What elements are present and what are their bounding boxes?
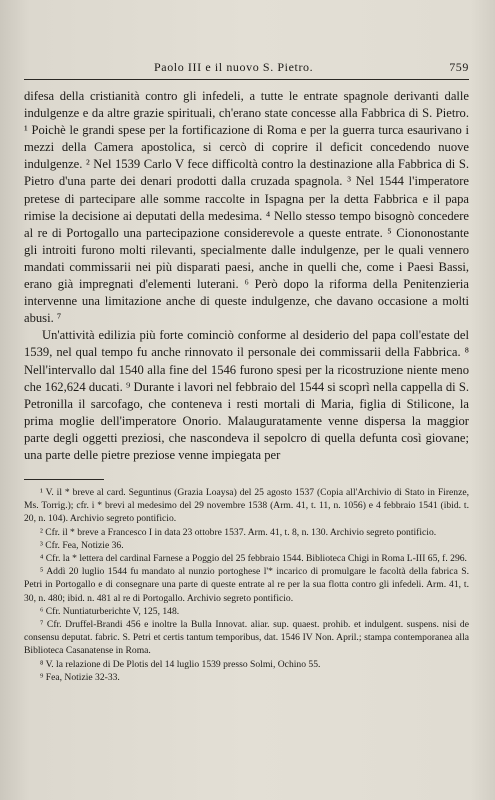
paragraph-1: difesa della cristianità contro gli infedeli, a tutte le entrate spagnole derivanti dalle indulgenze e da altre grazie spirituali, ch'erano state concesse alla Fabbrica di S. Pietro. ¹ Poichè le grandi spese per la fortificazione di Roma e per la guerra turca esaurivano i mezzi della Camera apostolica, si cercò di coprire il deficit concedendo nuove indulgenze. ² Nel 1539 Carlo V fece difficoltà contro la destinazione alla Fabbrica di S. Pietro d'una parte dei denari prodotti dalla cruzada spagnola. ³ Nel 1544 l'imperatore pretese di partecipare alle somme raccolte in Ispagna per la detta Fabbrica e il papa rimise la decisione ai deputati della medesima. ⁴ Nello stesso tempo bisognò concedere al re di Portogallo una partecipazione considerevole a queste entrate. ⁵ Ciononostante gli introiti furono molti rilevanti, specialmente dalle indulgenze, per le quali vennero mandati commissarii nei più disparati paesi, anche in quelli che, come i Paesi Bassi, erano già impregnati d'elementi luterani. ⁶ Però dopo la riforma della Penitenzieria intervenne una limitazione anche di queste indulgenze, che davano occasione a molti abusi. ⁷ (24, 89, 469, 326)
footnote-9: ⁹ Fea, Notizie 32-33. (40, 671, 120, 683)
footnote-4: ⁴ Cfr. la * lettera del cardinal Farnese a Poggio del 25 febbraio 1544. Biblioteca Chigi in Roma L-III 65, f. 296. (40, 553, 467, 565)
main-text (24, 88, 469, 464)
footnote-5: ⁵ Addì 20 luglio 1544 fu mandato al nunzio portoghese l'* incarico di promulgare le facoltà della fabrica S. Petri in Portogallo e di consegnare una parte di queste entrate al re per la sua flotta contro gli infedeli. Arm. 41, t. 30, n. 480; ibid. n. 481 al re di Portogallo. Archivio segreto pontificio. (24, 566, 469, 604)
footnote-6: ⁶ Cfr. Nuntiaturberichte V, 125, 148. (40, 605, 180, 617)
page-number: 759 (449, 60, 469, 74)
footnotes (24, 486, 469, 684)
footnote-7: ⁷ Cfr. Druffel-Brandi 456 e inoltre la Bulla Innovat. aliar. sup. quaest. prohib. et indulgent. suspens. nisi de consensu deputat. fabric. S. Petri et certis tantum temporibus, dat. 1546 IV Non. April.; stampa contemporanea alla Biblioteca Casanatense in Roma. (24, 619, 469, 657)
footnote-1: ¹ V. il * breve al card. Seguntinus (Grazia Loaysa) del 25 agosto 1537 (Copia all'Archivio di Stato in Firenze, Ms. Torrig.); cfr. i * brevi al medesimo del 29 novembre 1538 (Arm. 41, t. 11, n. 1056) e 4 febbraio 1541 (ibid. t. 20, n. 104). Archivio segreto pontificio. (24, 487, 469, 525)
running-title: Paolo III e il nuovo S. Pietro. (154, 60, 314, 74)
footnote-3: ³ Cfr. Fea, Notizie 36. (40, 539, 124, 551)
footnote-8: ⁸ V. la relazione di De Plotis del 14 luglio 1539 presso Solmi, Ochino 55. (40, 658, 321, 670)
header-rule (24, 79, 469, 80)
footnote-2: ² Cfr. il * breve a Francesco I in data 23 ottobre 1537. Arm. 41, t. 8, n. 130. Archivio segreto pontificio. (40, 526, 437, 538)
paragraph-2: Un'attività edilizia più forte cominciò conforme al desiderio del papa coll'estate del 1539, nel qual tempo fu anche rinnovato il personale dei commissarii della Fabbrica. ⁸ Nell'intervallo dal 1540 alla fine del 1546 furono spesi per la ricostruzione niente meno che 162,624 ducati. ⁹ Durante i lavori nel febbraio del 1544 si scoprì nella cappella di S. Petronilla il sarcofago, che conteneva i resti mortali di Maria, figlia di Stilicone, la prima moglie dell'imperatore Onorio. Malauguratamente venne dispersa la maggior parte degli oggetti preziosi, che nascondeva il sepolcro di quella defunta così giovane; una parte delle pietre preziose venne impiegata per (24, 328, 469, 462)
page-header (24, 60, 469, 78)
footnote-rule (24, 479, 104, 480)
